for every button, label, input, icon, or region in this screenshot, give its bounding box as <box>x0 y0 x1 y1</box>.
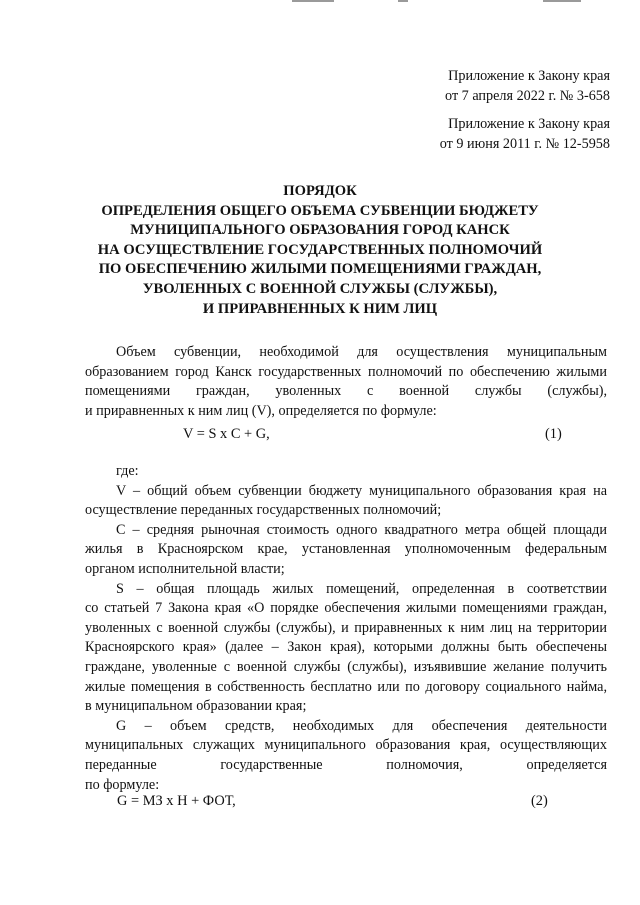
text-line: жилые помещения в собственность бесплатно или по договору социального найма, <box>85 678 607 695</box>
text-line: и приравненных к ним лиц (V), определяется по формуле: <box>85 402 437 419</box>
title-line: НА ОСУЩЕСТВЛЕНИЕ ГОСУДАРСТВЕННЫХ ПОЛНОМОЧИЙ <box>97 241 543 258</box>
title-line: МУНИЦИПАЛЬНОГО ОБРАЗОВАНИЯ ГОРОД КАНСК <box>130 222 510 239</box>
appendix-line: Приложение к Закону края <box>448 116 610 132</box>
formula-1-number: (1) <box>545 426 562 442</box>
text-line: S – общая площадь жилых помещений, определенная в соответствии <box>116 580 607 597</box>
appendix-original <box>440 114 610 154</box>
text-line: уволенных с военной службы (службы), и приравненных к ним лиц на территории <box>85 619 607 636</box>
appendix-line: от 7 апреля 2022 г. № 3-658 <box>445 88 610 104</box>
text-line: осуществление переданных государственных полномочий; <box>85 502 442 519</box>
formula-1: V = S x C + G, <box>183 426 270 442</box>
text-line: жилья в Красноярском крае, установленная уполномоченным федеральным <box>85 541 607 558</box>
text-line: C – средняя рыночная стоимость одного квадратного метра общей площади <box>116 521 607 538</box>
formula-2-number: (2) <box>531 793 548 809</box>
formula-2: G = МЗ x Н + ФОТ, <box>117 793 236 809</box>
intro-paragraph <box>85 343 607 421</box>
appendix-line: от 9 июня 2011 г. № 12-5958 <box>439 136 610 152</box>
scan-artifact-line <box>292 0 334 2</box>
title-line: ПОРЯДОК <box>283 183 357 199</box>
text-line: Красноярского края» (далее – Закон края), которыми должны быть обеспечены <box>85 639 607 656</box>
text-line: помещениями граждан, уволенных с военной службы (службы), <box>85 383 607 400</box>
title-line: ПО ОБЕСПЕЧЕНИЮ ЖИЛЫМИ ПОМЕЩЕНИЯМИ ГРАЖДАН, <box>98 261 542 278</box>
document-title <box>0 182 640 319</box>
text-line: переданные государственные полномочия, определяется <box>85 756 607 773</box>
text-line: граждане, уволенные с военной службы (службы), изъявившие желание получить <box>85 658 607 675</box>
title-line: И ПРИРАВНЕННЫХ К НИМ ЛИЦ <box>202 300 438 317</box>
text-line: G – объем средств, необходимых для обеспечения деятельности <box>116 717 607 734</box>
definitions <box>85 462 607 795</box>
text-line: V – общий объем субвенции бюджету муниципального образования края на <box>116 482 607 499</box>
text-line: муниципальных служащих муниципального образования края, осуществляющих <box>85 737 607 754</box>
text-line: Объем субвенции, необходимой для осуществления муниципальным <box>116 344 607 360</box>
appendix-line: Приложение к Закону края <box>448 68 610 84</box>
title-line: ОПРЕДЕЛЕНИЯ ОБЩЕГО ОБЪЕМА СУБВЕНЦИИ БЮДЖЕТУ <box>101 202 539 219</box>
text-line: органом исполнительной власти; <box>85 560 285 577</box>
scan-artifact-line <box>543 0 581 2</box>
scan-artifact-line <box>398 0 408 2</box>
title-line: УВОЛЕННЫХ С ВОЕННОЙ СЛУЖБЫ (СЛУЖБЫ), <box>142 280 498 297</box>
where-label: где: <box>116 463 139 479</box>
text-line: в муниципальном образовании края; <box>85 698 307 715</box>
text-line: по формуле: <box>85 776 160 793</box>
text-line: образованием город Канск государственных полномочий по обеспечению жилыми <box>85 363 607 380</box>
appendix-current <box>445 66 610 106</box>
text-line: со статьей 7 Закона края «О порядке обеспечения жилыми помещениями граждан, <box>85 600 607 617</box>
